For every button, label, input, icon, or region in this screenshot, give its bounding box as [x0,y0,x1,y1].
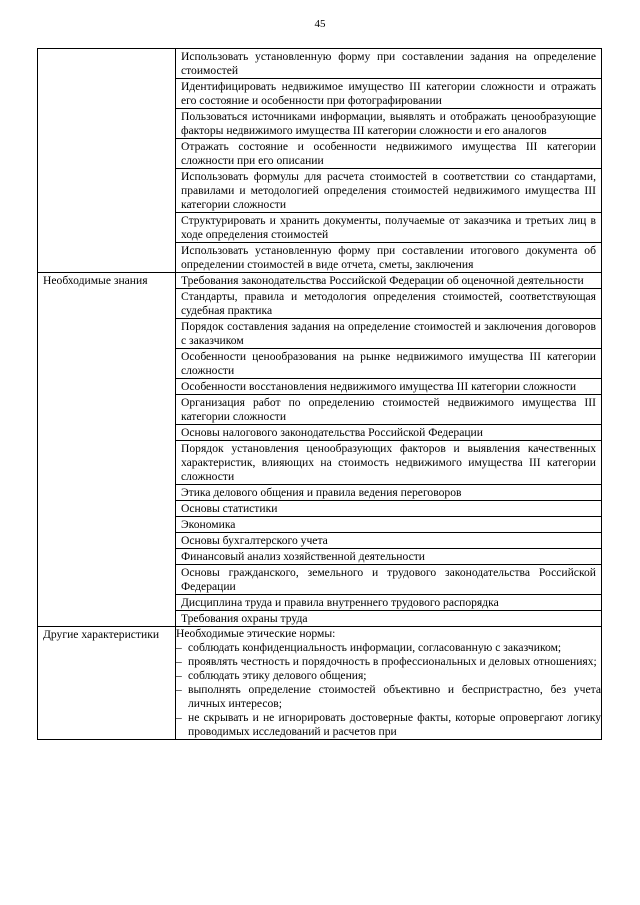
list-item: Основы статистики [176,500,601,516]
list-item: Дисциплина труда и правила внутреннего трудового распорядка [176,594,601,610]
list-item: Требования охраны труда [176,610,601,626]
list-item: Использовать установленную форму при составлении итогового документа об определении стоимостей в виде отчета, сметы, заключения [176,242,601,272]
list-item: Пользоваться источниками информации, выявлять и отображать ценообразующие факторы недвижимого имущества III категории сложности и его аналогов [176,108,601,138]
list-item: Порядок составления задания на определение стоимостей и заключения договоров с заказчиком [176,318,601,348]
other-cell [176,627,602,740]
list-item: – не скрывать и не игнорировать достоверные факты, которые опровергают логику проводимых исследований и расчетов при [176,711,601,739]
table-row-skills [38,49,602,273]
list-item: Порядок установления ценообразующих факторов и выявления качественных характеристик, влияющих на стоимость недвижимого имущества III категории сложности [176,440,601,484]
section-label-knowledge [38,273,176,627]
qualification-table [37,48,602,740]
knowledge-cell [176,273,602,627]
list-item: Идентифицировать недвижимое имущество III категории сложности и отражать его состояние и особенности при фотографировании [176,78,601,108]
section-label: Необходимые знания [43,274,148,287]
list-item: Основы налогового законодательства Российской Федерации [176,424,601,440]
list-item: Стандарты, правила и методология определения стоимостей, соответствующая судебная практика [176,288,601,318]
list-item: Этика делового общения и правила ведения переговоров [176,484,601,500]
list-item: – соблюдать этику делового общения; [176,669,601,683]
list-item: Отражать состояние и особенности недвижимого имущества III категории сложности при его описании [176,138,601,168]
list-item: Основы бухгалтерского учета [176,532,601,548]
table-row-knowledge [38,273,602,627]
section-label-empty [38,49,176,273]
ethics-intro: Необходимые этические нормы: [176,627,336,640]
list-item: Экономика [176,516,601,532]
list-item: Финансовый анализ хозяйственной деятельности [176,548,601,564]
table-row-other [38,627,602,740]
list-item: Основы гражданского, земельного и трудового законодательства Российской Федерации [176,564,601,594]
list-item: – выполнять определение стоимостей объективно и беспристрастно, без учета личных интересов; [176,683,601,711]
ethics-list [176,641,601,739]
list-item: Особенности восстановления недвижимого имущества III категории сложности [176,378,601,394]
list-item: Особенности ценообразования на рынке недвижимого имущества III категории сложности [176,348,601,378]
section-label-other [38,627,176,740]
list-item: Организация работ по определению стоимостей недвижимого имущества III категории сложности [176,394,601,424]
list-item: – проявлять честность и порядочность в профессиональных и деловых отношениях; [176,655,601,669]
section-label: Другие характеристики [43,628,160,641]
list-item: Использовать формулы для расчета стоимостей в соответствии со стандартами, правилами и методологией определения стоимостей недвижимого имущества III категории сложности [176,168,601,212]
list-item: Использовать установленную форму при составлении задания на определение стоимостей [181,50,596,77]
list-item: Требования законодательства Российской Федерации об оценочной деятельности [181,274,584,287]
list-item: Структурировать и хранить документы, получаемые от заказчика и третьих лиц в ходе определения стоимостей [176,212,601,242]
skills-cell [176,49,602,273]
list-item: – соблюдать конфиденциальность информации, согласованную с заказчиком; [176,641,601,655]
page-number: 45 [314,18,326,30]
